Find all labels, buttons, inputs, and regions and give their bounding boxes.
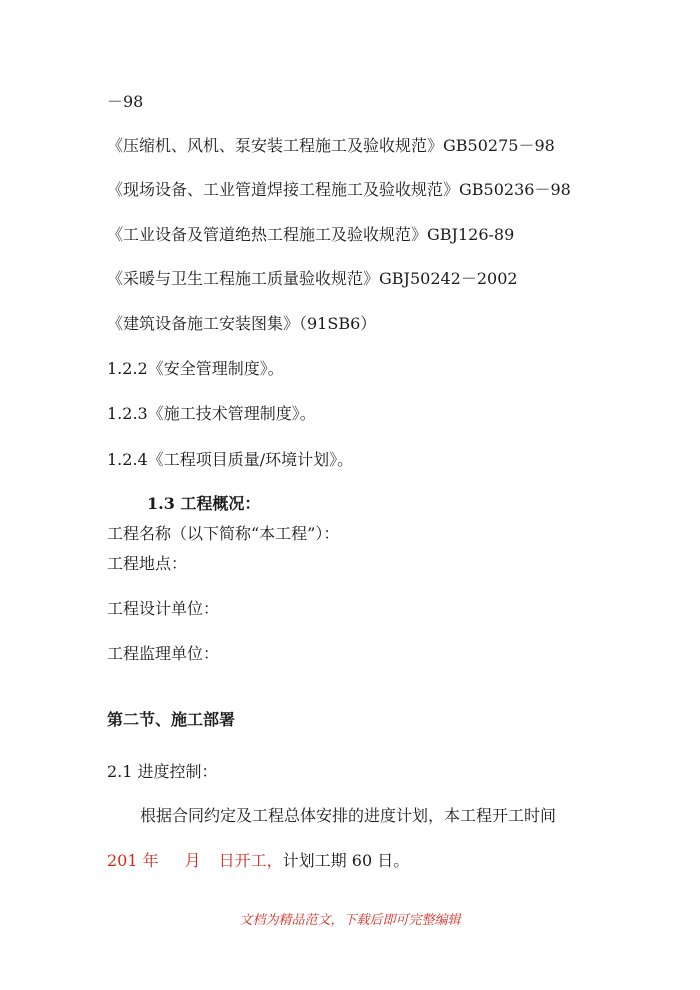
paragraph-schedule: 根据合同约定及工程总体安排的进度计划，本工程开工时间 [140, 806, 557, 825]
heading-1-3: 1.3 工程概况： [147, 494, 261, 513]
text-line-1-2-4: 1.2.4《工程项目质量/环境计划》。 [107, 450, 354, 469]
date-day: 日开工， [218, 851, 283, 870]
date-month: 月 [184, 851, 201, 870]
schedule-date-line [107, 851, 409, 871]
text-line-standard-gbj50242: 《采暖与卫生工程施工质量验收规范》GBJ50242－2002 [107, 269, 518, 288]
text-line-standard-gbj126: 《工业设备及管道绝热工程施工及验收规范》GBJ126-89 [107, 225, 515, 244]
heading-section-2: 第二节、施工部署 [107, 710, 236, 729]
field-supervision-unit: 工程监理单位： [107, 644, 220, 663]
date-year: 201 年 [107, 851, 159, 870]
heading-2-1: 2.1 进度控制： [107, 762, 218, 781]
field-project-name: 工程名称（以下简称“本工程”）： [107, 524, 340, 543]
text-line-standard-gb50236: 《现场设备、工业管道焊接工程施工及验收规范》GB50236－98 [107, 180, 571, 199]
field-project-location: 工程地点： [107, 554, 188, 573]
footer-note: 文档为精品范文，下载后即可完整编辑 [239, 913, 461, 928]
text-line-1-2-2: 1.2.2《安全管理制度》。 [107, 359, 284, 378]
date-rest: 计划工期 60 日。 [282, 851, 410, 870]
text-line-1-2-3: 1.2.3《施工技术管理制度》。 [107, 404, 316, 423]
text-line-standard-gb50275: 《压缩机、风机、泵安装工程施工及验收规范》GB50275－98 [107, 136, 555, 155]
text-line-atlas-91sb6: 《建筑设备施工安装图集》（91SB6） [107, 314, 377, 333]
field-design-unit: 工程设计单位： [107, 599, 220, 618]
text-line-standard-suffix: －98 [107, 92, 144, 111]
